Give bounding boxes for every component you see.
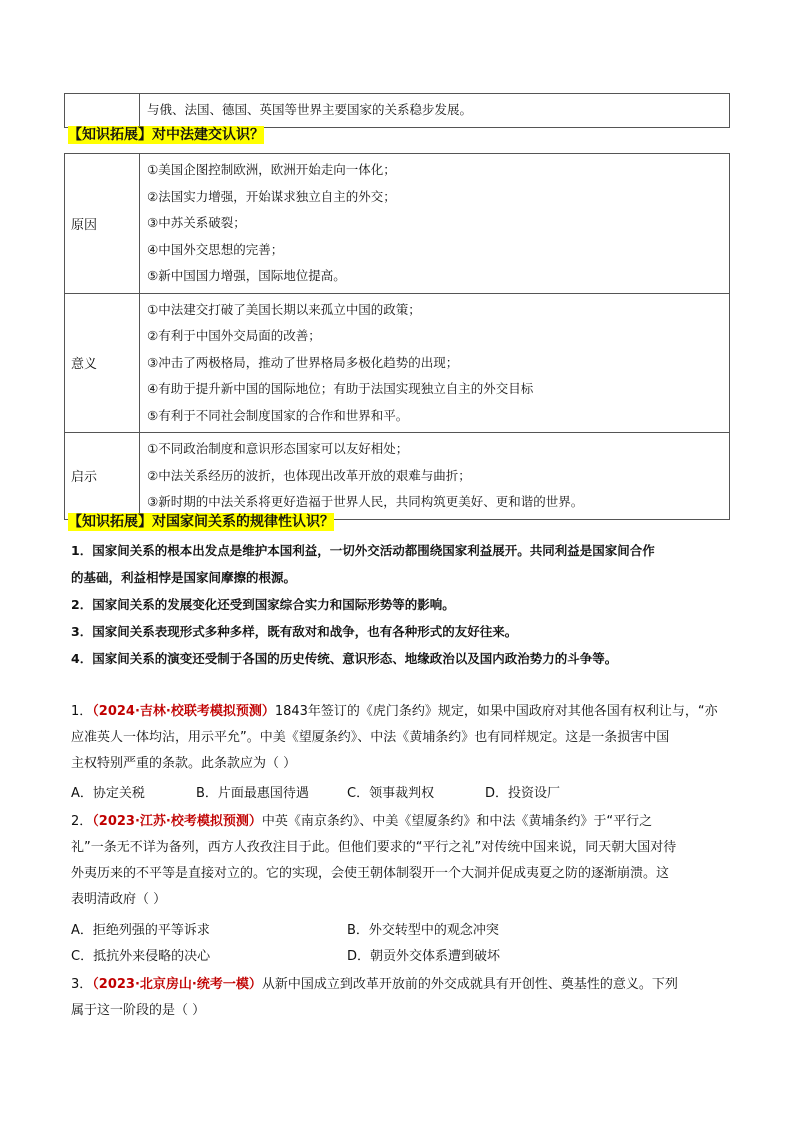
option-d[interactable]: D．朝贡外交体系遭到破坏 — [347, 949, 501, 964]
list-item: ③中苏关系破裂； — [147, 215, 246, 230]
question-text: 中英《南京条约》、中美《望厦条约》和中法《黄埔条约》于“平行之 — [261, 814, 653, 829]
banner-highlight — [68, 126, 264, 144]
row-label: 启示 — [65, 433, 140, 520]
row-label: 意义 — [65, 293, 140, 433]
list-item: ②中法关系经历的波折，也体现出改革开放的艰难与曲折； — [147, 467, 471, 483]
list-item: ⑤有利于不同社会制度国家的合作和世界和平。 — [147, 407, 409, 423]
question-1-line — [71, 699, 718, 725]
question-2-line: 表明清政府（ ） — [71, 892, 167, 907]
banner-title: 对国家间关系的规律性认识？ — [152, 514, 334, 530]
question-text: 1843年签订的《虎门条约》规定，如果中国政府对其他各国有权利让与，“亦 — [274, 704, 718, 719]
option-c[interactable]: C．领事裁判权 — [347, 786, 435, 801]
list-item: ④有助于提升新中国的国际地位；有助于法国实现独立自主的外交目标 — [147, 381, 534, 396]
sino-french-table — [64, 153, 730, 520]
table-row — [65, 154, 730, 294]
question-source: （2023·江苏·校考模拟预测） — [92, 814, 262, 829]
option-b[interactable]: B．片面最惠国待遇 — [196, 786, 309, 801]
list-item: ②法国实力增强，开始谋求独立自主的外交； — [147, 188, 396, 204]
question-number: 3． — [71, 977, 93, 992]
table-line: 与俄、法国、德国、英国等世界主要国家的关系稳步发展。 — [147, 102, 473, 117]
banner-highlight — [68, 513, 334, 531]
question-3-line — [71, 972, 678, 998]
table-row — [65, 293, 730, 433]
question-2-line: 外夷历来的不平等是直接对立的。它的实现，会使王朝体制裂开一个大洞并促成夷夏之防的逐渐崩溃。这 — [71, 866, 670, 881]
table-row — [65, 94, 730, 128]
knowledge-banner-state-relations — [64, 510, 342, 534]
rule-line: 4．国家间关系的演变还受制于各国的历史传统、意识形态、地缘政治以及国内政治势力的斗争等。 — [71, 651, 618, 666]
rule-line: 的基础，利益相悖是国家间摩擦的根源。 — [71, 570, 297, 585]
option-a[interactable]: A．协定关税 — [71, 786, 145, 801]
rule-line: 2．国家间关系的发展变化还受到国家综合实力和国际形势等的影响。 — [71, 597, 455, 612]
table-cell — [140, 94, 730, 128]
question-source: （2024·吉林·校联考模拟预测） — [92, 704, 275, 719]
empty-label-cell — [65, 94, 140, 128]
banner-prefix: 【知识拓展】 — [68, 127, 152, 143]
question-text: 从新中国成立到改革开放前的外交成就具有开创性、奠基性的意义。下列 — [261, 977, 678, 992]
banner-prefix: 【知识拓展】 — [68, 514, 152, 530]
question-3-line: 属于这一阶段的是（ ） — [71, 1003, 206, 1018]
option-c[interactable]: C．抵抗外来侵略的决心 — [71, 949, 211, 964]
question-source: （2023·北京房山·统考一模） — [92, 977, 262, 992]
question-2-line: 礼”一条无不详为备列，西方人孜孜注目于此。但他们要求的“平行之礼”对传统中国来说，同天朝大国对待 — [71, 840, 677, 855]
rule-line: 1．国家间关系的根本出发点是维护本国利益，一切外交活动都围绕国家利益展开。共同利益是国家间合作 — [71, 543, 655, 558]
list-item: ③冲击了两极格局，推动了世界格局多极化趋势的出现； — [147, 354, 459, 370]
list-item: ④中国外交思想的完善； — [147, 241, 284, 257]
question-1-line: 主权特别严重的条款。此条款应为（ ） — [71, 756, 297, 771]
question-2-line — [71, 809, 652, 835]
rule-line: 3．国家间关系表现形式多种多样，既有敌对和战争，也有各种形式的友好往来。 — [71, 624, 518, 639]
table-row — [65, 433, 730, 520]
list-item: ①中法建交打破了美国长期以来孤立中国的政策； — [147, 301, 421, 317]
list-item: ①不同政治制度和意识形态国家可以友好相处； — [147, 441, 409, 456]
banner-title: 对中法建交认识？ — [152, 127, 264, 143]
row-label: 原因 — [65, 154, 140, 294]
question-number: 2． — [71, 814, 93, 829]
option-d[interactable]: D．投资设厂 — [485, 786, 561, 801]
option-b[interactable]: B．外交转型中的观念冲突 — [347, 923, 499, 938]
table-cell — [140, 433, 730, 520]
question-1-line: 应准英人一体均沾，用示平允”。中美《望厦条约》、中法《黄埔条约》也有同样规定。这是一条损害中国 — [71, 730, 670, 745]
list-item: ①美国企图控制欧洲，欧洲开始走向一体化； — [147, 162, 396, 177]
list-item: ②有利于中国外交局面的改善； — [147, 328, 321, 343]
list-item: ③新时期的中法关系将更好造福于世界人民，共同构筑更美好、更和谐的世界。 — [147, 494, 584, 509]
question-number: 1． — [71, 704, 93, 719]
knowledge-banner-sino-french — [64, 123, 272, 147]
table-cell — [140, 293, 730, 433]
table-cell — [140, 154, 730, 294]
list-item: ⑤新中国国力增强，国际地位提高。 — [147, 268, 346, 283]
option-a[interactable]: A．拒绝列强的平等诉求 — [71, 923, 210, 938]
